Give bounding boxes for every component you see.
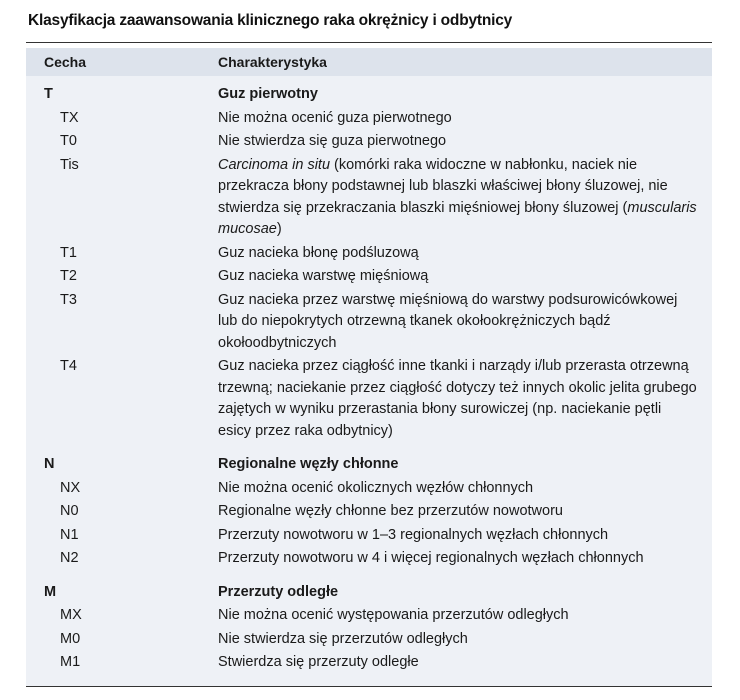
row-description: Regionalne węzły chłonne bez przerzutów nowotworu (218, 503, 563, 519)
row-description: Przerzuty nowotworu w 4 i więcej regionalnych węzłach chłonnych (218, 550, 644, 566)
row-description: Stwierdza się przerzuty odległe (218, 654, 419, 670)
row-description: Guz nacieka błonę podśluzową (218, 244, 419, 261)
section-label: Guz pierwotny (218, 86, 318, 102)
table-row (26, 290, 712, 355)
row-code: TX (60, 109, 79, 126)
row-code: T4 (60, 358, 77, 374)
table-row (26, 266, 712, 288)
table-row (26, 525, 712, 547)
row-code: M1 (60, 654, 81, 670)
row-code: T1 (60, 244, 77, 261)
section-code: M (44, 583, 57, 600)
table-row (26, 155, 712, 241)
table-header (26, 48, 712, 76)
section-header-t (26, 84, 712, 106)
row-description: Nie można ocenić guza pierwotnego (218, 109, 452, 126)
row-code: M0 (60, 630, 81, 647)
table-row (26, 131, 712, 153)
row-code: Tis (60, 156, 79, 173)
italic-term: muscularis mucosae (218, 199, 697, 237)
column-header-characteristic: Charakterystyka (218, 54, 327, 70)
column-header-feature: Cecha (44, 54, 87, 70)
section-code: T (44, 86, 53, 102)
table-row (26, 243, 712, 265)
row-description (218, 155, 698, 241)
row-description: Nie stwierdza się przerzutów odległych (218, 630, 468, 647)
section-header-n (26, 454, 712, 476)
table-row (26, 629, 712, 651)
row-code: T2 (60, 268, 77, 284)
section-label: Regionalne węzły chłonne (218, 456, 399, 472)
row-description: Nie stwierdza się guza pierwotnego (218, 133, 447, 149)
section-label: Przerzuty odległe (218, 583, 339, 600)
row-code: N2 (60, 550, 79, 566)
classification-table (26, 48, 712, 687)
row-code: T0 (60, 133, 77, 149)
description-text-end: ) (276, 221, 282, 237)
row-description: Guz nacieka przez ciągłość inne tkanki i narządy i/lub przerasta otrzewną trzewną; naciekanie przez ciągłość dotyczy też innych okolic jelita grubego zajętych w wyniku przerastania błony surowiczej (np. naciekanie pętli esicy przez raka odbytnicy) (218, 358, 697, 439)
table-row (26, 478, 712, 500)
row-description: Nie można ocenić występowania przerzutów odległych (218, 607, 569, 623)
italic-term: Carcinoma in situ (218, 156, 331, 173)
section-header-m (26, 582, 712, 604)
bottom-divider (26, 686, 712, 687)
row-code: NX (60, 479, 81, 496)
section-spacer (26, 444, 712, 454)
row-description: Nie można ocenić okolicznych węzłów chłonnych (218, 479, 534, 496)
table-row (26, 356, 712, 442)
row-code: N0 (60, 503, 79, 519)
title-divider (26, 42, 712, 43)
row-code: T3 (60, 291, 77, 308)
row-code: MX (60, 607, 82, 623)
row-description: Guz nacieka przez warstwę mięśniową do warstwy podsurowicówkowej lub do niepokrytych otrzewną tkanek okołookrężniczych bądź okołoodbytniczych (218, 291, 678, 351)
table-title: Klasyfikacja zaawansowania klinicznego raka okrężnicy i odbytnicy (28, 12, 513, 29)
table-row (26, 652, 712, 674)
row-description: Guz nacieka warstwę mięśniową (218, 268, 429, 284)
section-spacer (26, 572, 712, 582)
section-code: N (44, 456, 55, 472)
table-body (26, 76, 712, 686)
row-code: N1 (60, 526, 79, 543)
table-row (26, 548, 712, 570)
table-row (26, 108, 712, 130)
description-text: (komórki raka widoczne w nabłonku, naciek nie przekracza błony podstawnej lub blaszki właściwej błony śluzowej, nie stwierdza się przekraczania blaszki mięśniowej błony śluzowej ( (218, 156, 668, 216)
table-row (26, 605, 712, 627)
table-row (26, 501, 712, 523)
row-description: Przerzuty nowotworu w 1–3 regionalnych węzłach chłonnych (218, 526, 609, 543)
